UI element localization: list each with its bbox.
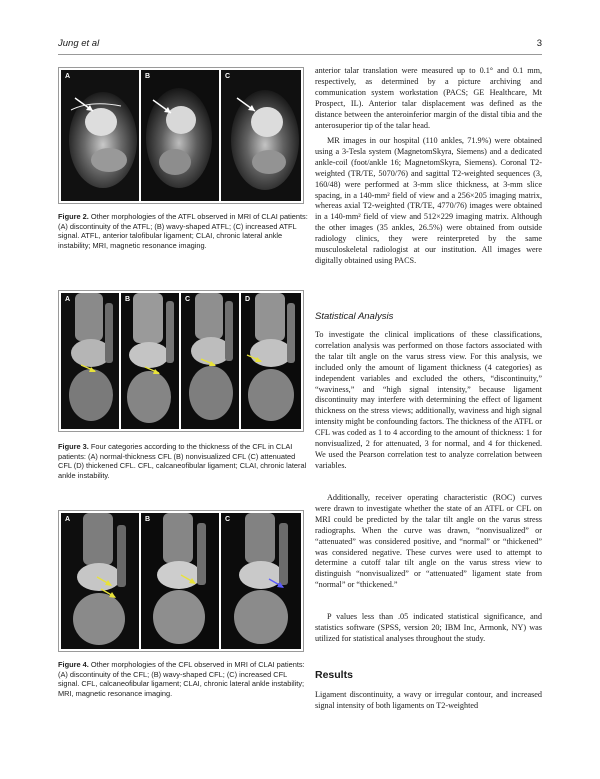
mri-panel-a: [61, 70, 139, 201]
mri-panel-c: [181, 293, 239, 429]
caption-text: Four categories according to the thickness of the CFL in CLAI patients: (A) normal-thickness CFL (B) nonvisualized CFL (C) attenuated CFL (D) thickened CFL. CFL, calcaneofibular ligament; CLAI, chronic lateral ankle instability.: [58, 442, 307, 480]
panel-label: D: [245, 296, 251, 303]
mri-panel-a: [61, 293, 119, 429]
body-paragraph-5: [315, 612, 542, 645]
mri-image: [121, 293, 179, 429]
paragraph: P values less than .05 indicated statistical significance, and statistics software (SPSS, version 20; IBM Inc, Armonk, NY) was utilized for statistical analyses throughout the study.: [315, 612, 542, 643]
mri-panel-b: [121, 293, 179, 429]
mri-image: [221, 70, 301, 201]
figure-4-image: [58, 510, 304, 652]
page-number: 3: [536, 38, 542, 49]
arrow-icon: [199, 357, 219, 369]
arrow-icon: [79, 363, 99, 375]
mri-panel-c: [221, 513, 301, 649]
body-paragraph-2: [315, 136, 542, 267]
running-header-author: Jung et al: [58, 38, 100, 49]
arrow-icon: [151, 98, 175, 116]
paragraph: MR images in our hospital (110 ankles, 71.9%) were obtained using a 3-Tesla system (MagnetomSkyra, Siemens) and a dedicated ankle-coil (foot/ankle 16; MagnetomSkyra, Siemens). Coronal T2-weighted (TR/TE, 5070/76) and sagittal T2-weighted sequences (3, 160/48) were performed at 3-mm slice thickness, at 3-mm slice spacing, in a 140-mm² field of view and a 256×205 imaging matrix, whereas axial T2-weighted (TR/TE, 4770/76) images were obtained in a 140-mm² field of view and 512×229 imaging matrix. Although the other images (35 ankles, 26.5%) were obtained from outside radiology clinics, they were reinterpreted by the same musculoskeletal radiologist at our institution. All images were digitally obtained using PACS.: [315, 136, 542, 265]
panel-label: A: [65, 296, 71, 303]
figure-2-image: [58, 67, 304, 204]
panel-label: C: [185, 296, 191, 303]
mri-image: [221, 513, 301, 649]
section-heading-results: Results: [315, 669, 353, 681]
mri-image: [141, 70, 219, 201]
panel-label: B: [145, 516, 151, 523]
mri-panel-a: [61, 513, 139, 649]
caption-text: Other morphologies of the ATFL observed in MRI of CLAI patients: (A) discontinuity of the ATFL; (B) wavy-shaped ATFL; (C) increased ATFL signal. ATFL, anterior talofibular ligament; CLAI, chronic lateral ankle instability; MRI, magnetic resonance imaging.: [58, 212, 308, 250]
body-paragraph-3: [315, 330, 542, 472]
section-heading-statistical-analysis: Statistical Analysis: [315, 311, 394, 322]
mri-panel-b: [141, 513, 219, 649]
body-paragraph-6: [315, 690, 542, 712]
panel-label: C: [225, 73, 231, 80]
paragraph: To investigate the clinical implications of these classifications, correlation analysis was performed on those factors associated with the talar tilt angle on the varus stress view. For this analysis, we included only the amount of ligament thickness (4 categories) as independent variables and excluded the others, “discontinuity,” “waviness,” and “high signal intensity,” because ligament discontinuity may interfere with determining the effect of ligament thickness on the stress views; additionally, waviness and high signal intensity might be confounding factors. The thickness of the ATFL or CFL was coded as 1 to 4 according to the amount of thickness: 1 for nonvisualized, 2 for attenuated, 3 for normal, and 4 for thickened. We used the Pearson correlation test to analyze correlation between variables.: [315, 330, 542, 470]
panel-label: C: [225, 516, 231, 523]
caption-label: Figure 4.: [58, 660, 89, 669]
arrow-icon: [179, 573, 199, 587]
figure-2-caption: [58, 212, 310, 250]
panel-label: B: [125, 296, 131, 303]
figure-3-caption: [58, 442, 310, 480]
paragraph: Additionally, receiver operating characteristic (ROC) curves were drawn to investigate whether the state of an ATFL or CFL on MRI could be predicted by the talar tilt angle on the varus stress radiographs. When the curve was drawn, “nonvisualized” or “attenuated” was considered positive, and “normal” or “thickened” was considered negative. These curves were used to attempt to determine a cutoff talar tilt angle on the varus stress view to distinguish “nonvisualized” or “attenuated” ligament state from “normal” or “thickened.”: [315, 493, 542, 590]
caption-label: Figure 2.: [58, 212, 89, 221]
mri-panel-d: [241, 293, 301, 429]
caption-label: Figure 3.: [58, 442, 89, 451]
arrow-icon: [99, 587, 119, 601]
arrow-icon: [245, 353, 265, 365]
panel-label: B: [145, 73, 151, 80]
figure-4-caption: [58, 660, 310, 698]
figure-3-image: [58, 290, 304, 432]
panel-label: A: [65, 73, 71, 80]
mri-panel-b: [141, 70, 219, 201]
mri-panel-c: [221, 70, 301, 201]
mri-image: [61, 70, 139, 201]
paragraph: anterior talar translation were measured up to 0.1° and 0.1 mm, respectively, as determined by a picture archiving and communication system workstation (PACS; GE Healthcare, Mt Prospect, IL). Anterior talar displacement was defined as the distance between the anteroinferior margin of the distal tibia and the anterosuperior tip of the talar head.: [315, 66, 542, 130]
arrow-icon: [73, 96, 97, 114]
mri-image: [61, 293, 119, 429]
body-paragraph-4: [315, 493, 542, 591]
paragraph: Ligament discontinuity, a wavy or irregular contour, and increased signal intensity of both ligaments on T2-weighted: [315, 690, 542, 710]
caption-text: Other morphologies of the CFL observed in MRI of CLAI patients: (A) discontinuity of the CFL; (B) wavy-shaped CFL; (C) increased CFL signal. CFL, calcaneofibular ligament; CLAI, chronic lateral ankle instability; MRI, magnetic resonance imaging.: [58, 660, 305, 698]
arrow-icon: [267, 577, 287, 591]
arrow-icon: [143, 365, 163, 377]
arrow-icon: [235, 96, 259, 114]
body-paragraph-1: [315, 66, 542, 131]
header-rule: [58, 54, 542, 55]
panel-label: A: [65, 516, 71, 523]
